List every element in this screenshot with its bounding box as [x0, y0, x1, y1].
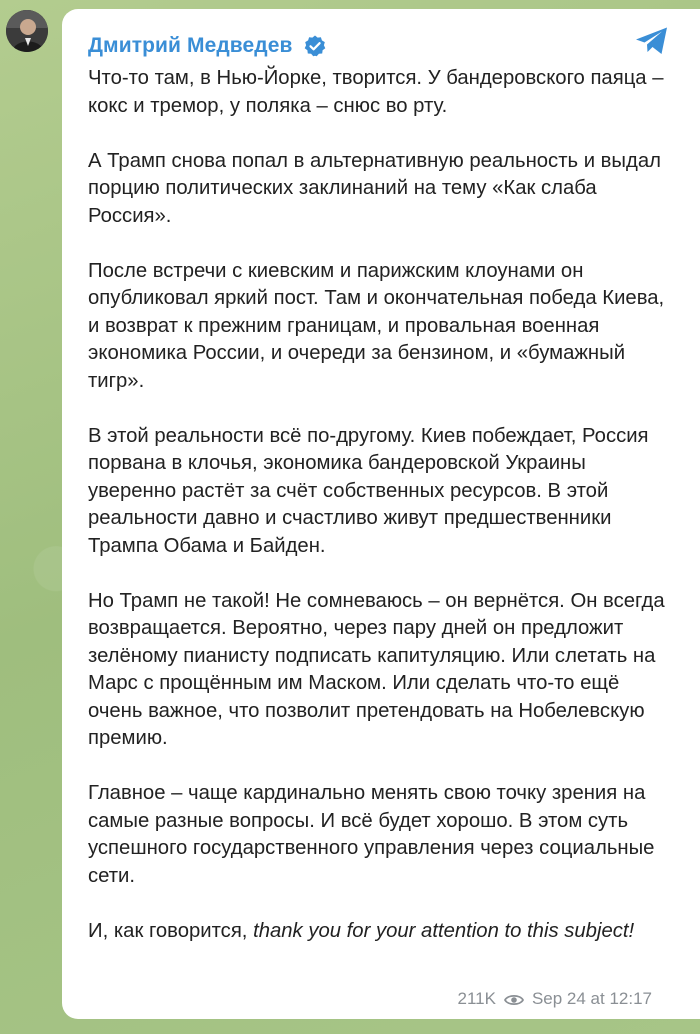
author-name[interactable]: Дмитрий Медведев: [88, 34, 293, 57]
paragraph-4: В этой реальности всё по-другому. Киев побеждает, Россия порвана в клочья, экономика бандеровской Украины уверенно растёт за счёт собственных ресурсов. В этой реальности давно и счастливо живут предшественники Трампа Обама и Байден.: [88, 424, 649, 557]
author-avatar[interactable]: [6, 10, 48, 52]
paragraph-1: Что-то там, в Нью-Йорке, творится. У бандеровского паяца – кокс и тремор, у поляка – снюс во рту.: [88, 67, 664, 117]
post-timestamp: Sep 24 at 12:17: [531, 989, 652, 1008]
closing-prefix: И, как говорится,: [88, 919, 254, 942]
message-header: [88, 31, 327, 61]
view-count: 211K: [457, 989, 496, 1008]
closing-italic: thank you for your attention to this subject!: [253, 919, 635, 942]
paragraph-2: А Трамп снова попал в альтернативную реальность и выдал порцию политических заклинаний на тему «Как слаба Россия».: [88, 149, 661, 227]
verified-badge-icon: [303, 34, 327, 58]
paragraph-3: После встречи с киевским и парижским клоунами он опубликовал яркий пост. Там и окончательная победа Киева, и возврат к прежним границам, и провальная военная экономика России, и очереди за бензином, и «бумажный тигр».: [88, 259, 665, 392]
message-text: [88, 65, 673, 945]
message-bubble: [62, 9, 700, 1019]
telegram-share-icon[interactable]: [634, 25, 670, 57]
eye-icon: [504, 992, 524, 1006]
paragraph-5: Но Трамп не такой! Не сомневаюсь – он вернётся. Он всегда возвращается. Вероятно, через пару дней он предложит зелёному пианисту подписать капитуляцию. Или слетать на Марс с прощённым им Маском. Или сделать что-то ещё очень важное, что позволит претендовать на Нобелевскую премию.: [88, 589, 665, 749]
message-meta: [458, 987, 653, 1011]
paragraph-6: Главное – чаще кардинально менять свою точку зрения на самые разные вопросы. И всё будет хорошо. В этом суть успешного государственного управления через социальные сети.: [88, 782, 655, 887]
avatar-photo: [6, 10, 48, 52]
closing-paragraph: [88, 918, 673, 946]
